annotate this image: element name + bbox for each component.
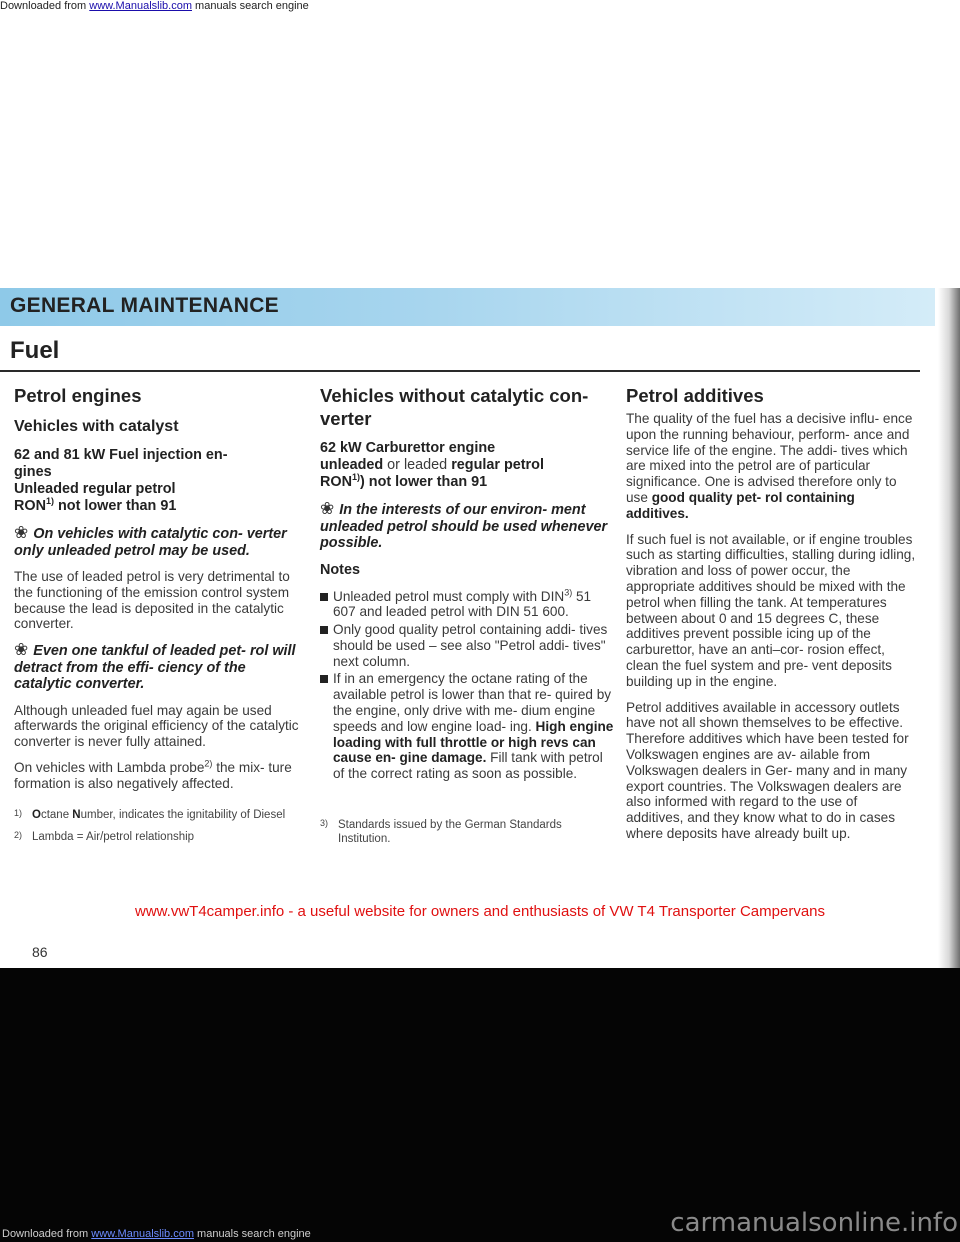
paragraph-efficiency: Although unleaded fuel may again be used afterwards the original efficiency of the catalytic converter is never fully attained.	[14, 702, 299, 750]
manualslib-link-top[interactable]: www.Manualslib.com	[89, 0, 192, 12]
paragraph-engine-troubles: If such fuel is not available, or if engine troubles such as starting difficulties, stalling during idling, vibration and loss of power occur, the appropriate additives should be mixed with the petrol when filling the tank. At temperatures between about 0 and 15 degrees C, these additives prevent possible icing up of the carburettor, have an anti–cor- rosion effect, clean the fuel system and pre- vent deposits building up in the engine.	[626, 531, 916, 689]
website-note: www.vwT4camper.info - a useful website for owners and enthusiasts of VW T4 Transporter Campervans	[134, 903, 826, 920]
column-1	[14, 384, 306, 852]
note-din-standard: Unleaded petrol must comply with DIN$^{3)}$ 51 607 and leaded petrol with DIN 51 600.	[320, 589, 615, 621]
heading-vehicles-without-catalyst: Vehicles without catalytic con- verter	[320, 385, 589, 429]
heading-petrol-additives: Petrol additives	[626, 385, 764, 406]
bullet-square-icon	[320, 675, 328, 683]
paragraph-fuel-quality: The quality of the fuel has a decisive influ- ence upon the running behaviour, perform- ance and service life of the engine. The addi- tives which are mixed into the petrol are of particular significance. One is advised therefore only to use good quality pet- rol containing additives.	[626, 411, 913, 521]
page-header-title: GENERAL MAINTENANCE	[10, 294, 279, 317]
heading-vehicles-with-catalyst: Vehicles with catalyst	[14, 418, 179, 435]
note-good-quality: Only good quality petrol containing addi- tives should be used – see also "Petrol addi- tives" next column.	[320, 622, 615, 669]
page-edge-shadow	[938, 288, 960, 968]
warning-flower-icon: ❀	[14, 523, 29, 542]
engine-spec-carburettor: 62 kW Carburettor engine unleaded or leaded regular petrol RON$^{1)}$) not lower than 91	[320, 440, 544, 490]
footnote-3: 3) Standards issued by the German Standards Institution.	[320, 818, 562, 846]
warning-flower-icon: ❀	[320, 499, 335, 518]
paragraph-tested-additives: Petrol additives available in accessory outlets have not all shown themselves to be effective. Therefore additives which have been tested for Volkswagen engines are av- ailable from Volkswagen dealers in Ger- many and in many export countries. The Volkswagen dealers are also informed with regard to the use of additives, and they know what to do in cases where deposits have already built up.	[626, 699, 909, 841]
footnote-2: 2) Lambda = Air/petrol relationship	[14, 829, 195, 843]
bullet-square-icon	[320, 626, 328, 634]
download-notice-bottom: Downloaded from www.Manualslib.com manuals search engine	[2, 1228, 311, 1240]
footnotes-col1	[14, 808, 306, 844]
warning-environment: ❀ In the interests of our environ- ment unleaded petrol should be used whenever possible.	[320, 499, 608, 551]
column-3	[626, 384, 916, 852]
note-emergency-octane: If in an emergency the octane rating of the available petrol is lower than that re- quired by the engine, only drive with me- dium engine speeds and low engine load- ing. High engine loading with full throttle or high revs can cause en- gine damage. Fill tank with petrol of the correct rating as soon as possible.	[320, 671, 615, 782]
warning-one-tankful: ❀ Even one tankful of leaded pet- rol will detract from the effi- ciency of the catalytic converter.	[14, 640, 296, 693]
engine-spec-catalyst: 62 and 81 kW Fuel injection en- gines Unleaded regular petrol RON$^{1)}$ not lower than 91	[14, 447, 228, 514]
download-notice-top: Downloaded from www.Manualslib.com manuals search engine	[0, 0, 309, 12]
page-number: 86	[32, 944, 48, 960]
watermark: carmanualsonline.info	[670, 1208, 958, 1238]
warning-unleaded-only: ❀ On vehicles with catalytic con- verter only unleaded petrol may be used.	[14, 523, 287, 559]
section-divider	[0, 370, 920, 372]
footnote-1: 1) Octane Number, indicates the ignitability of Diesel	[14, 807, 286, 821]
footnotes-col2	[320, 818, 615, 846]
manualslib-link-bottom[interactable]: www.Manualslib.com	[91, 1228, 194, 1240]
section-header-band	[0, 288, 935, 326]
section-title: Fuel	[10, 337, 60, 364]
warning-flower-icon: ❀	[14, 640, 29, 660]
column-2	[320, 384, 615, 854]
scan-dark-margin	[0, 968, 960, 1242]
paragraph-leaded-detrimental: The use of leaded petrol is very detrimental to the functioning of the emission control system because the lead is deposited in the catalytic converter.	[14, 569, 290, 632]
heading-petrol-engines: Petrol engines	[14, 385, 142, 406]
heading-notes: Notes	[320, 561, 360, 578]
bullet-square-icon	[320, 593, 328, 601]
paragraph-lambda: On vehicles with Lambda probe$^{2)}$ the mix- ture formation is also negatively affected.	[14, 758, 292, 791]
